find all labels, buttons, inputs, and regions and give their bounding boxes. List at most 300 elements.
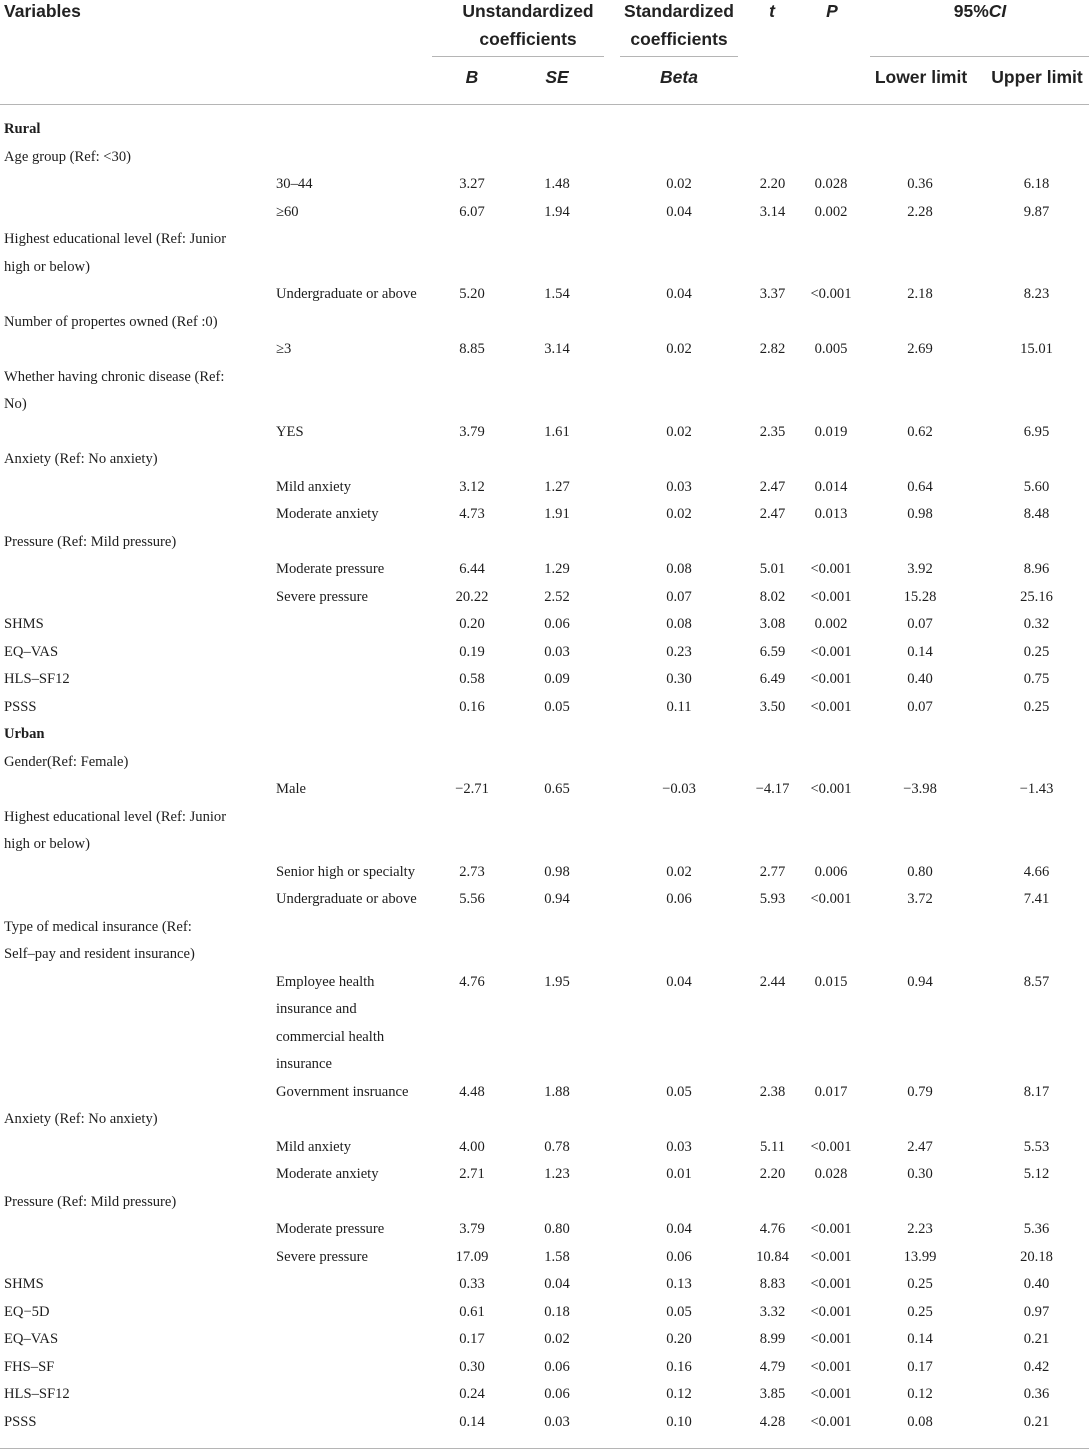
table-row <box>0 1161 1089 1189</box>
row-variable: Highest educational level (Ref: Junior <box>4 808 227 825</box>
row-variable: SHMS <box>4 1276 44 1292</box>
row-category: Severe pressure <box>276 588 368 605</box>
table-row <box>0 611 1089 639</box>
cell-t: 5.01 <box>759 561 786 577</box>
table-row <box>0 1299 1089 1327</box>
cell-se: 0.06 <box>544 1386 570 1402</box>
table-row <box>0 969 1089 997</box>
cell-beta: 0.03 <box>666 478 692 495</box>
table-row <box>0 1079 1089 1107</box>
table-row <box>0 144 1089 172</box>
cell-lower-limit: 15.28 <box>903 588 937 605</box>
cell-p: 0.017 <box>814 1083 848 1100</box>
row-category: Government insruance <box>276 1083 409 1100</box>
cell-lower-limit: 0.94 <box>907 973 933 990</box>
cell-t: 8.02 <box>759 588 786 605</box>
table-row <box>0 584 1089 612</box>
cell-se: 1.91 <box>544 506 570 522</box>
table-row <box>0 1051 1089 1079</box>
header-divider-ci <box>870 56 1089 57</box>
table-row <box>0 474 1089 502</box>
cell-t: 10.84 <box>756 1248 789 1265</box>
cell-se: 0.02 <box>544 1331 570 1347</box>
cell-p: <0.001 <box>810 891 852 907</box>
cell-p: <0.001 <box>810 1331 852 1347</box>
cell-se: 1.94 <box>544 203 570 220</box>
table-bottom-rule <box>0 1448 1089 1449</box>
header-p: P <box>826 1 838 21</box>
table-row <box>0 281 1089 309</box>
row-variable: EQ–VAS <box>4 643 59 660</box>
row-variable: Rural <box>4 121 41 137</box>
cell-upper-limit: 0.97 <box>1023 1303 1050 1320</box>
cell-t: 6.49 <box>759 671 786 687</box>
table-row <box>0 1354 1089 1382</box>
cell-se: 0.05 <box>544 698 570 715</box>
cell-se: 2.52 <box>544 588 570 605</box>
cell-beta: 0.04 <box>666 286 692 302</box>
cell-b: 0.33 <box>459 1276 485 1292</box>
cell-p: <0.001 <box>810 561 852 577</box>
cell-upper-limit: 8.48 <box>1023 506 1050 522</box>
cell-t: 2.82 <box>759 341 786 357</box>
cell-b: 4.73 <box>459 506 485 522</box>
table-row <box>0 914 1089 942</box>
row-variable: EQ–VAS <box>4 1331 59 1347</box>
cell-lower-limit: 0.14 <box>907 643 933 660</box>
cell-p: 0.028 <box>814 176 848 192</box>
cell-b: 0.24 <box>459 1386 485 1402</box>
cell-upper-limit: 7.41 <box>1023 891 1050 907</box>
cell-se: 0.03 <box>544 643 570 660</box>
cell-t: 6.59 <box>759 643 786 660</box>
row-category: Moderate pressure <box>276 561 385 577</box>
cell-upper-limit: 15.01 <box>1020 341 1053 357</box>
cell-lower-limit: −3.98 <box>903 781 937 797</box>
cell-t: 3.08 <box>759 616 786 632</box>
table-row <box>0 831 1089 859</box>
cell-upper-limit: 0.25 <box>1023 643 1050 660</box>
cell-p: <0.001 <box>810 286 852 302</box>
cell-beta: 0.04 <box>666 1221 692 1237</box>
cell-b: 8.85 <box>459 341 485 357</box>
cell-lower-limit: 0.62 <box>907 423 933 440</box>
header-ci-prefix: 95% <box>953 1 989 21</box>
cell-lower-limit: 0.25 <box>907 1276 933 1292</box>
cell-b: 4.76 <box>459 973 485 990</box>
header-b: B <box>465 67 479 87</box>
cell-beta: −0.03 <box>662 781 696 797</box>
cell-upper-limit: −1.43 <box>1019 781 1054 797</box>
table-row <box>0 1326 1089 1354</box>
cell-p: 0.014 <box>814 478 848 495</box>
section-header-row <box>0 721 1089 749</box>
table-row <box>0 1024 1089 1052</box>
cell-b: 0.61 <box>459 1303 485 1320</box>
row-category: Undergraduate or above <box>276 286 417 302</box>
header-se: SE <box>545 67 569 87</box>
header-lower-limit: Lower limit <box>874 67 968 87</box>
row-variable: HLS–SF12 <box>4 671 70 687</box>
table-row <box>0 996 1089 1024</box>
cell-beta: 0.11 <box>666 698 692 715</box>
table-row <box>0 529 1089 557</box>
cell-beta: 0.04 <box>666 973 692 990</box>
table-row <box>0 446 1089 474</box>
cell-b: 0.17 <box>459 1331 485 1347</box>
cell-p: 0.019 <box>814 423 848 440</box>
cell-b: 5.56 <box>459 891 485 907</box>
cell-se: 0.06 <box>544 1358 570 1375</box>
cell-lower-limit: 0.07 <box>907 698 933 715</box>
table-row <box>0 254 1089 282</box>
cell-b: 2.71 <box>459 1166 485 1182</box>
cell-upper-limit: 5.36 <box>1023 1221 1050 1237</box>
cell-upper-limit: 0.36 <box>1023 1386 1050 1402</box>
cell-beta: 0.02 <box>666 863 692 880</box>
table-row <box>0 886 1089 914</box>
cell-lower-limit: 0.64 <box>907 478 933 495</box>
cell-upper-limit: 5.12 <box>1023 1166 1050 1182</box>
row-category: insurance and <box>276 1001 357 1017</box>
row-variable: SHMS <box>4 616 44 632</box>
row-category: ≥60 <box>276 203 299 220</box>
cell-upper-limit: 6.18 <box>1023 176 1050 192</box>
cell-b: −2.71 <box>455 781 489 797</box>
table-row <box>0 694 1089 722</box>
row-category: Moderate pressure <box>276 1221 385 1237</box>
row-category: 30–44 <box>276 176 313 192</box>
cell-b: 20.22 <box>455 588 489 605</box>
cell-se: 1.27 <box>544 478 570 495</box>
cell-t: 4.28 <box>759 1413 786 1430</box>
cell-beta: 0.08 <box>666 616 692 632</box>
cell-lower-limit: 2.47 <box>907 1138 933 1155</box>
row-category: ≥3 <box>276 341 292 357</box>
cell-t: 2.47 <box>759 478 786 495</box>
table-row <box>0 171 1089 199</box>
table-row <box>0 556 1089 584</box>
row-category: Mild anxiety <box>276 478 351 495</box>
header-ci-italic: CI <box>988 1 1007 21</box>
cell-se: 0.04 <box>544 1276 570 1292</box>
cell-b: 17.09 <box>455 1248 489 1265</box>
table-row <box>0 364 1089 392</box>
row-variable: Type of medical insurance (Ref: <box>4 918 192 935</box>
cell-p: <0.001 <box>810 1248 852 1265</box>
table-row <box>0 1244 1089 1272</box>
cell-lower-limit: 0.80 <box>907 863 933 880</box>
row-variable: Age group (Ref: <30) <box>4 148 131 165</box>
cell-beta: 0.02 <box>666 176 692 192</box>
row-variable: No) <box>4 396 27 412</box>
header-upper-limit: Upper limit <box>991 67 1083 87</box>
cell-upper-limit: 6.95 <box>1023 423 1050 440</box>
cell-p: <0.001 <box>810 671 852 687</box>
cell-beta: 0.06 <box>666 891 692 907</box>
cell-lower-limit: 0.07 <box>907 616 933 632</box>
cell-se: 1.61 <box>544 423 570 440</box>
cell-p: <0.001 <box>810 698 852 715</box>
cell-se: 1.29 <box>544 561 570 577</box>
row-variable: PSSS <box>4 698 37 715</box>
cell-b: 5.20 <box>459 286 485 302</box>
cell-se: 1.48 <box>544 176 570 192</box>
row-variable: Anxiety (Ref: No anxiety) <box>4 451 158 467</box>
cell-t: 2.35 <box>759 423 786 440</box>
cell-lower-limit: 0.36 <box>907 176 933 192</box>
cell-b: 4.48 <box>459 1083 485 1100</box>
cell-beta: 0.03 <box>666 1138 692 1155</box>
cell-se: 0.94 <box>544 891 570 907</box>
cell-lower-limit: 13.99 <box>903 1248 937 1265</box>
cell-t: 2.38 <box>759 1083 786 1100</box>
cell-se: 1.95 <box>544 973 570 990</box>
header-bottom-rule <box>0 104 1089 105</box>
cell-lower-limit: 0.40 <box>907 671 933 687</box>
table-row <box>0 804 1089 832</box>
cell-t: 5.11 <box>760 1138 785 1155</box>
row-variable: Urban <box>4 726 45 742</box>
cell-p: 0.002 <box>814 203 848 220</box>
cell-lower-limit: 2.23 <box>907 1221 933 1237</box>
cell-se: 0.78 <box>544 1138 570 1155</box>
cell-upper-limit: 0.42 <box>1023 1358 1050 1375</box>
table-row <box>0 749 1089 777</box>
cell-upper-limit: 0.75 <box>1023 671 1050 687</box>
cell-se: 0.65 <box>544 781 570 797</box>
table-row <box>0 1106 1089 1134</box>
cell-t: 2.44 <box>759 973 786 990</box>
cell-p: 0.028 <box>814 1166 848 1182</box>
cell-b: 0.20 <box>459 616 485 632</box>
row-category: Employee health <box>276 973 375 990</box>
cell-p: <0.001 <box>810 1221 852 1237</box>
table-row <box>0 1271 1089 1299</box>
cell-upper-limit: 5.60 <box>1023 478 1050 495</box>
table-row <box>0 336 1089 364</box>
table-row <box>0 1216 1089 1244</box>
cell-lower-limit: 3.92 <box>907 561 933 577</box>
row-category: Moderate anxiety <box>276 1166 379 1182</box>
cell-t: 3.37 <box>759 286 786 302</box>
cell-b: 3.79 <box>459 1221 485 1237</box>
header-t: t <box>769 1 775 21</box>
row-variable: EQ−5D <box>4 1303 50 1320</box>
cell-lower-limit: 0.79 <box>907 1083 933 1100</box>
row-variable: high or below) <box>4 258 90 275</box>
cell-upper-limit: 0.21 <box>1023 1413 1050 1430</box>
cell-beta: 0.16 <box>666 1358 692 1375</box>
cell-beta: 0.12 <box>666 1386 692 1402</box>
row-variable: Pressure (Ref: Mild pressure) <box>4 1193 177 1210</box>
cell-t: 3.50 <box>759 698 786 715</box>
cell-t: 3.14 <box>759 203 786 220</box>
cell-beta: 0.30 <box>666 671 692 687</box>
cell-lower-limit: 0.14 <box>907 1331 933 1347</box>
cell-t: 5.93 <box>759 891 786 907</box>
row-variable: Pressure (Ref: Mild pressure) <box>4 533 177 550</box>
row-variable: Anxiety (Ref: No anxiety) <box>4 1111 158 1127</box>
cell-se: 1.23 <box>544 1166 570 1182</box>
header-unstandardized-line2: coefficients <box>479 29 577 49</box>
cell-beta: 0.07 <box>666 588 692 605</box>
cell-se: 0.18 <box>544 1303 570 1320</box>
row-variable: Whether having chronic disease (Ref: <box>4 368 225 385</box>
cell-beta: 0.05 <box>666 1303 692 1320</box>
table-row <box>0 776 1089 804</box>
header-beta: Beta <box>660 67 698 87</box>
cell-beta: 0.01 <box>666 1166 692 1182</box>
cell-lower-limit: 2.69 <box>907 341 933 357</box>
header-divider-unstandardized <box>432 56 604 57</box>
cell-upper-limit: 8.23 <box>1023 286 1050 302</box>
table-body <box>0 116 1089 1436</box>
cell-b: 3.79 <box>459 423 485 440</box>
cell-t: 3.85 <box>759 1386 786 1402</box>
table-row <box>0 1134 1089 1162</box>
cell-beta: 0.20 <box>666 1331 692 1347</box>
cell-b: 3.27 <box>459 176 485 192</box>
cell-b: 6.07 <box>459 203 485 220</box>
row-category: Senior high or specialty <box>276 863 416 880</box>
section-header-row <box>0 116 1089 144</box>
cell-upper-limit: 9.87 <box>1023 203 1050 220</box>
cell-upper-limit: 25.16 <box>1020 588 1053 605</box>
cell-se: 0.06 <box>544 616 570 632</box>
cell-b: 4.00 <box>459 1138 485 1155</box>
cell-t: 4.79 <box>759 1358 786 1375</box>
table-row <box>0 1189 1089 1217</box>
cell-p: 0.006 <box>814 863 848 880</box>
header-standardized-line1: Standardized <box>624 1 734 21</box>
cell-b: 2.73 <box>459 863 485 880</box>
row-category: Moderate anxiety <box>276 506 379 522</box>
table-row <box>0 199 1089 227</box>
cell-lower-limit: 3.72 <box>907 891 933 907</box>
cell-p: <0.001 <box>810 781 852 797</box>
cell-beta: 0.05 <box>666 1083 692 1100</box>
cell-upper-limit: 4.66 <box>1023 863 1050 880</box>
table-row <box>0 859 1089 887</box>
cell-t: −4.17 <box>755 781 790 797</box>
table-row <box>0 941 1089 969</box>
cell-t: 2.77 <box>759 863 786 880</box>
cell-beta: 0.13 <box>666 1276 692 1292</box>
row-variable: Self–pay and resident insurance) <box>4 946 195 962</box>
header-standardized <box>612 0 746 53</box>
cell-se: 0.03 <box>544 1413 570 1430</box>
cell-beta: 0.04 <box>666 203 692 220</box>
cell-lower-limit: 0.25 <box>907 1303 933 1320</box>
table-row <box>0 639 1089 667</box>
table-row <box>0 226 1089 254</box>
header-unstandardized <box>452 0 604 53</box>
header-divider-standardized <box>620 56 738 57</box>
cell-p: <0.001 <box>810 1386 852 1402</box>
cell-upper-limit: 20.18 <box>1020 1248 1053 1265</box>
cell-upper-limit: 5.53 <box>1023 1138 1050 1155</box>
cell-t: 2.20 <box>759 1166 786 1182</box>
row-variable: PSSS <box>4 1413 37 1430</box>
table-row <box>0 501 1089 529</box>
cell-b: 0.19 <box>459 643 485 660</box>
cell-beta: 0.08 <box>666 561 692 577</box>
row-category: commercial health <box>276 1028 385 1045</box>
table-row <box>0 391 1089 419</box>
row-variable: HLS–SF12 <box>4 1386 70 1402</box>
cell-b: 0.30 <box>459 1358 485 1375</box>
cell-t: 3.32 <box>759 1303 786 1320</box>
cell-lower-limit: 0.17 <box>907 1358 933 1375</box>
cell-se: 1.88 <box>544 1083 570 1100</box>
cell-beta: 0.10 <box>666 1413 692 1430</box>
cell-p: <0.001 <box>810 1358 852 1375</box>
table-row <box>0 666 1089 694</box>
cell-upper-limit: 0.32 <box>1023 616 1050 632</box>
cell-p: 0.005 <box>814 341 848 357</box>
row-variable: high or below) <box>4 836 90 852</box>
cell-t: 2.47 <box>759 506 786 522</box>
header-ci <box>920 0 1040 25</box>
cell-se: 1.54 <box>544 286 570 302</box>
cell-b: 6.44 <box>459 561 485 577</box>
cell-se: 1.58 <box>544 1248 570 1265</box>
cell-beta: 0.02 <box>666 341 692 357</box>
cell-upper-limit: 0.25 <box>1023 698 1050 715</box>
row-variable: FHS–SF <box>4 1358 55 1375</box>
cell-lower-limit: 2.18 <box>907 286 933 302</box>
table-row <box>0 419 1089 447</box>
cell-upper-limit: 8.96 <box>1023 561 1050 577</box>
cell-p: <0.001 <box>810 1303 852 1320</box>
cell-se: 3.14 <box>544 341 570 357</box>
cell-upper-limit: 0.21 <box>1023 1331 1050 1347</box>
row-category: insurance <box>276 1056 332 1072</box>
table-row <box>0 1409 1089 1437</box>
cell-lower-limit: 0.12 <box>907 1386 933 1402</box>
cell-beta: 0.23 <box>666 643 692 660</box>
cell-p: 0.002 <box>814 616 848 632</box>
cell-p: <0.001 <box>810 1413 852 1430</box>
row-category: Severe pressure <box>276 1248 368 1265</box>
cell-lower-limit: 0.98 <box>907 506 933 522</box>
cell-lower-limit: 0.08 <box>907 1413 933 1430</box>
row-variable: Highest educational level (Ref: Junior <box>4 231 227 247</box>
cell-lower-limit: 2.28 <box>907 203 933 220</box>
table-row <box>0 309 1089 337</box>
cell-p: <0.001 <box>810 643 852 660</box>
table-row <box>0 1381 1089 1409</box>
cell-lower-limit: 0.30 <box>907 1166 933 1182</box>
row-category: YES <box>276 423 304 440</box>
row-category: Male <box>276 781 306 797</box>
header-variables: Variables <box>4 1 81 21</box>
header-standardized-line2: coefficients <box>630 29 728 49</box>
cell-beta: 0.02 <box>666 506 692 522</box>
cell-upper-limit: 8.17 <box>1023 1083 1050 1100</box>
cell-t: 2.20 <box>759 176 786 192</box>
cell-se: 0.98 <box>544 863 570 880</box>
cell-upper-limit: 8.57 <box>1023 973 1050 990</box>
row-category: Undergraduate or above <box>276 891 417 907</box>
cell-beta: 0.06 <box>666 1248 692 1265</box>
cell-p: <0.001 <box>810 588 852 605</box>
row-category: Mild anxiety <box>276 1138 351 1155</box>
cell-p: 0.013 <box>814 506 848 522</box>
cell-se: 0.09 <box>544 671 570 687</box>
cell-p: 0.015 <box>814 973 848 990</box>
